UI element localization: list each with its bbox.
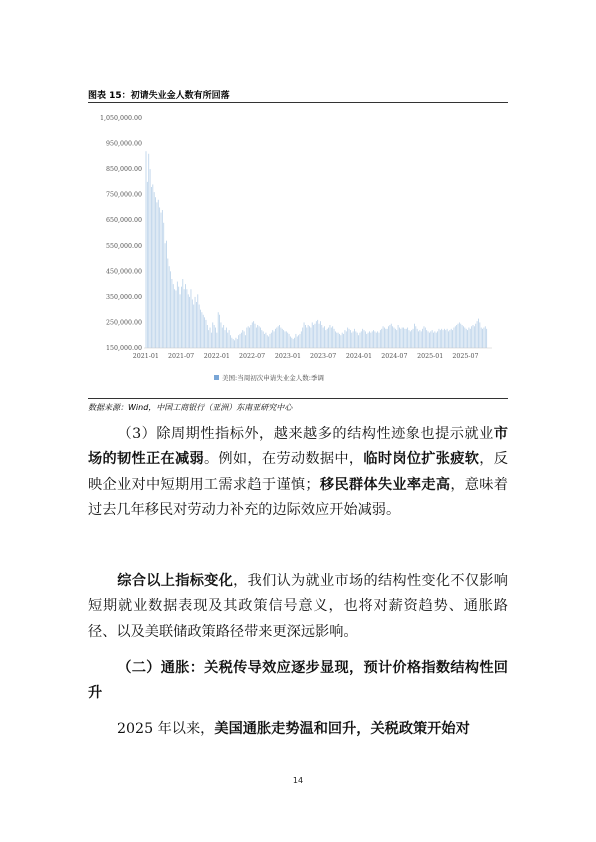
bar [430, 331, 431, 348]
bar [477, 321, 478, 348]
bar [161, 213, 162, 348]
bar [372, 331, 373, 348]
bar [274, 331, 275, 348]
bar [369, 331, 370, 348]
bar [467, 330, 468, 348]
bar [455, 326, 456, 348]
bar [200, 310, 201, 348]
bar [193, 305, 194, 348]
bar [396, 330, 397, 348]
bar [207, 325, 208, 348]
bar [485, 326, 486, 348]
bar [241, 333, 242, 348]
bar [208, 330, 209, 348]
figure-title: 图表 15：初请失业金人数有所回落 [88, 91, 230, 101]
bar [185, 284, 186, 348]
bar [429, 333, 430, 348]
bar [415, 326, 416, 348]
bar [389, 325, 390, 348]
bar [381, 329, 382, 348]
bar [432, 330, 433, 348]
bar [287, 333, 288, 348]
bar [210, 328, 211, 348]
bar [233, 339, 234, 348]
y-axis-ticks [100, 115, 142, 352]
bar [267, 335, 268, 348]
bar [188, 294, 189, 348]
bar [191, 289, 192, 348]
p1-text-a: （3）除周期性指标外，越来越多的结构性迹象也提示就业 [117, 426, 494, 442]
bar [327, 329, 328, 348]
y-tick-label: 450,000.00 [105, 268, 142, 276]
bar [270, 334, 271, 348]
bar [478, 319, 479, 348]
bar [282, 329, 283, 348]
p1-bold-temp-jobs: 临时岗位扩张疲软 [363, 451, 480, 468]
bar [216, 333, 217, 348]
bar [343, 334, 344, 348]
bar [443, 330, 444, 348]
bar [361, 331, 362, 348]
bar [309, 326, 310, 348]
bar [383, 326, 384, 348]
bar [470, 329, 471, 348]
bar [264, 334, 265, 348]
bar [171, 279, 172, 348]
bar [441, 329, 442, 348]
y-tick-label: 650,000.00 [105, 217, 142, 225]
bar [290, 337, 291, 349]
bar [419, 330, 420, 348]
bar [399, 328, 400, 348]
bar [353, 331, 354, 348]
bar [355, 331, 356, 348]
bar [377, 331, 378, 348]
bar [308, 325, 309, 348]
bar [151, 187, 152, 348]
bar [411, 330, 412, 348]
bar [398, 325, 399, 348]
bar [223, 325, 224, 348]
bar [158, 200, 159, 348]
bar [227, 333, 228, 348]
bar [346, 331, 347, 348]
bar [320, 321, 321, 348]
bar [259, 326, 260, 348]
bar [409, 330, 410, 348]
bar [440, 330, 441, 348]
bar [279, 325, 280, 348]
bar [330, 325, 331, 348]
bar [486, 329, 487, 348]
bar [362, 329, 363, 348]
bar [276, 328, 277, 348]
bar [324, 326, 325, 348]
bar [257, 325, 258, 348]
bar [459, 322, 460, 348]
bar [458, 324, 459, 348]
bar [342, 333, 343, 348]
y-tick-label: 750,000.00 [105, 191, 142, 199]
bar [192, 299, 193, 348]
bar [417, 329, 418, 348]
bar [365, 331, 366, 348]
bar [331, 328, 332, 348]
bar [338, 333, 339, 348]
bar [152, 184, 153, 348]
bar [199, 305, 200, 348]
bar [473, 325, 474, 348]
bar [166, 241, 167, 348]
x-axis-ticks [133, 353, 479, 360]
bar [384, 328, 385, 348]
y-tick-label: 250,000.00 [105, 319, 142, 327]
bar [234, 340, 235, 348]
x-tick-label: 2022-07 [238, 353, 266, 360]
bar [379, 333, 380, 348]
bar [448, 331, 449, 348]
bar [253, 321, 254, 348]
bar [167, 259, 168, 348]
bar [339, 334, 340, 348]
bar [310, 328, 311, 348]
bar [215, 328, 216, 348]
bar [293, 339, 294, 348]
bar [300, 334, 301, 348]
bar [391, 324, 392, 348]
bar [340, 335, 341, 348]
bar [424, 326, 425, 348]
bar [225, 330, 226, 348]
bar [238, 335, 239, 348]
p1-bold-immigrant-unemployment: 移民群体失业率走高 [319, 476, 451, 493]
bar [289, 334, 290, 348]
bar [201, 312, 202, 348]
bar [182, 279, 183, 348]
bar [286, 331, 287, 348]
bar [404, 329, 405, 348]
bar [249, 328, 250, 348]
bar [148, 154, 149, 348]
bar [351, 333, 352, 348]
bar [454, 328, 455, 348]
bar [469, 328, 470, 348]
bar [242, 330, 243, 348]
bar [319, 324, 320, 348]
bar [466, 329, 467, 348]
bar [336, 333, 337, 348]
bar [180, 294, 181, 348]
bar [373, 330, 374, 348]
bar [246, 328, 247, 348]
figure-top-rule [88, 102, 508, 103]
bar [221, 322, 222, 348]
bar [214, 325, 215, 348]
bar [464, 328, 465, 348]
bar [426, 330, 427, 348]
bar [321, 325, 322, 348]
bar [162, 210, 163, 348]
bar [147, 182, 148, 348]
bar [222, 328, 223, 348]
bar [406, 329, 407, 348]
paragraph-structural-signals [88, 422, 508, 524]
bar [366, 334, 367, 348]
p1-text-g: ，意味着过去几年移民对劳动力补充的边际效应开始减弱。 [88, 476, 508, 519]
bar [218, 312, 219, 348]
bar [245, 335, 246, 348]
bar [181, 287, 182, 348]
bar [479, 322, 480, 348]
bar [418, 331, 419, 348]
bar [236, 338, 237, 348]
bar [304, 322, 305, 348]
bar [189, 297, 190, 348]
bar [170, 271, 171, 348]
bar [305, 325, 306, 348]
bar [275, 329, 276, 348]
bar [400, 329, 401, 348]
bar [395, 329, 396, 348]
bar [445, 330, 446, 348]
bar [347, 328, 348, 348]
bar [278, 326, 279, 348]
bar [219, 315, 220, 348]
bar [255, 324, 256, 348]
bar [312, 322, 313, 348]
bar [154, 192, 155, 348]
bar [325, 330, 326, 348]
bar [197, 294, 198, 348]
bar [244, 331, 245, 348]
x-tick-label: 2023-01 [274, 353, 301, 360]
bar [146, 151, 147, 348]
bar [334, 329, 335, 348]
bar [186, 289, 187, 348]
bar [295, 334, 296, 348]
y-tick-label: 150,000.00 [105, 345, 142, 352]
bar [256, 328, 257, 348]
bar [271, 333, 272, 348]
bar [335, 331, 336, 348]
bar [410, 331, 411, 348]
bar [178, 287, 179, 348]
bar [388, 326, 389, 348]
bar [407, 328, 408, 348]
y-tick-label: 350,000.00 [105, 293, 142, 301]
bar [230, 335, 231, 348]
bar [328, 328, 329, 348]
bar [272, 330, 273, 348]
bar [302, 328, 303, 348]
bar [483, 328, 484, 348]
p4-bold: 美国通胀走势温和回升，关税政策开始对 [214, 721, 470, 737]
bar [392, 326, 393, 348]
p2-bold-lead: 综合以上指标变化 [117, 573, 234, 589]
bar [280, 328, 281, 348]
bar [323, 328, 324, 348]
bar [250, 325, 251, 348]
section-heading-inflation [88, 656, 508, 707]
x-tick-label: 2025-07 [452, 353, 479, 360]
p4-text-a: 2025 年以来， [117, 721, 215, 737]
x-tick-label: 2024-01 [345, 353, 373, 360]
bar [421, 331, 422, 348]
x-tick-label: 2021-01 [132, 353, 159, 360]
bar [456, 325, 457, 348]
bar [260, 328, 261, 348]
bar [285, 331, 286, 348]
figure-bottom-rule [88, 398, 508, 399]
bar [439, 329, 440, 348]
bar [229, 330, 230, 348]
bar [226, 328, 227, 348]
bar [159, 207, 160, 348]
legend-swatch [214, 375, 219, 380]
bar [376, 333, 377, 348]
bar [240, 334, 241, 348]
bar [265, 333, 266, 348]
bar [150, 169, 151, 348]
bar [165, 243, 166, 348]
bar [231, 338, 232, 348]
bar [212, 322, 213, 348]
bar [315, 324, 316, 348]
bar [368, 333, 369, 348]
bar [301, 331, 302, 348]
p2-text: ，我们认为就业市场的结构性变化不仅影响短期就业数据表现及其政策信号意义，也将对薪资趋势、通胀路径、以及美联储政策路径带来更深远影响。 [88, 573, 508, 640]
y-tick-label: 950,000.00 [105, 140, 142, 148]
bar [437, 331, 438, 348]
bar [155, 197, 156, 348]
bar [177, 282, 178, 348]
y-tick-label: 550,000.00 [105, 242, 142, 250]
x-tick-label: 2024-07 [381, 353, 408, 360]
bar [463, 326, 464, 348]
bar [385, 329, 386, 348]
bar [475, 324, 476, 348]
bar [211, 333, 212, 348]
bar [387, 329, 388, 348]
y-tick-label: 850,000.00 [105, 166, 142, 174]
bar [156, 202, 157, 348]
bar [482, 329, 483, 348]
bar [174, 289, 175, 348]
bar [452, 330, 453, 348]
chart-legend [214, 373, 324, 382]
x-tick-label: 2022-01 [203, 353, 230, 360]
legend-label: 美国:当周初次申请失业金人数:季调 [222, 374, 324, 382]
p1-text-c: 。例如，在劳动数据中， [203, 451, 364, 468]
bar [433, 333, 434, 348]
bar [358, 335, 359, 348]
p1-text-e: ，反映企业对中短期用工需求趋于谨慎； [88, 451, 508, 493]
bar [374, 331, 375, 348]
bar [354, 329, 355, 348]
x-tick-label: 2023-07 [310, 353, 337, 360]
bar [364, 330, 365, 348]
initial-jobless-claims-chart [88, 104, 508, 398]
x-tick-label: 2021-07 [167, 353, 195, 360]
bar [350, 330, 351, 348]
bar [237, 339, 238, 348]
p1-bold-resilience: 市场的韧性正在减弱 [88, 426, 508, 468]
bar [204, 317, 205, 348]
bar [195, 297, 196, 348]
bar [451, 329, 452, 348]
bar [380, 330, 381, 348]
bar [428, 331, 429, 348]
bar [291, 338, 292, 348]
bar-series [146, 151, 487, 348]
bar [316, 321, 317, 348]
bar [474, 326, 475, 348]
bar [425, 328, 426, 348]
bar [206, 320, 207, 348]
bar [317, 320, 318, 348]
paragraph-inflation-intro [88, 717, 508, 742]
bar [414, 324, 415, 348]
bar [248, 326, 249, 348]
bar [297, 337, 298, 349]
bar [349, 329, 350, 348]
bar [184, 289, 185, 348]
bar [263, 331, 264, 348]
heading-text: （二）通胀：关税传导效应逐步显现，预计价格指数结构性回升 [88, 660, 508, 702]
bar [402, 328, 403, 348]
bar [345, 330, 346, 348]
bar [252, 322, 253, 348]
bar [268, 337, 269, 349]
bar [434, 331, 435, 348]
bar [313, 325, 314, 348]
bar [360, 333, 361, 348]
bar [169, 266, 170, 348]
bar [203, 315, 204, 348]
bar [444, 329, 445, 348]
bar [403, 328, 404, 348]
bar [283, 330, 284, 348]
bar [196, 302, 197, 348]
paragraph-summary [88, 569, 508, 645]
bar [370, 333, 371, 348]
bar [394, 328, 395, 348]
bar [422, 329, 423, 348]
bar [449, 330, 450, 348]
figure-source: 数据来源：Wind，中国工商银行（亚洲）东南亚研究中心 [88, 403, 293, 412]
bar [413, 329, 414, 348]
bar [173, 284, 174, 348]
bar [481, 328, 482, 348]
y-tick-label: 1,050,000.00 [99, 115, 142, 122]
bar [471, 326, 472, 348]
bar [460, 324, 461, 348]
bar [298, 335, 299, 348]
bar [462, 325, 463, 348]
x-tick-label: 2025-01 [417, 353, 444, 360]
bar [176, 291, 177, 349]
bar [306, 328, 307, 348]
page-number: 14 [292, 776, 304, 785]
bar [332, 326, 333, 348]
bar [357, 333, 358, 348]
bar [436, 333, 437, 348]
bar [447, 329, 448, 348]
bar [294, 338, 295, 348]
bar [163, 223, 164, 348]
bar [261, 330, 262, 348]
